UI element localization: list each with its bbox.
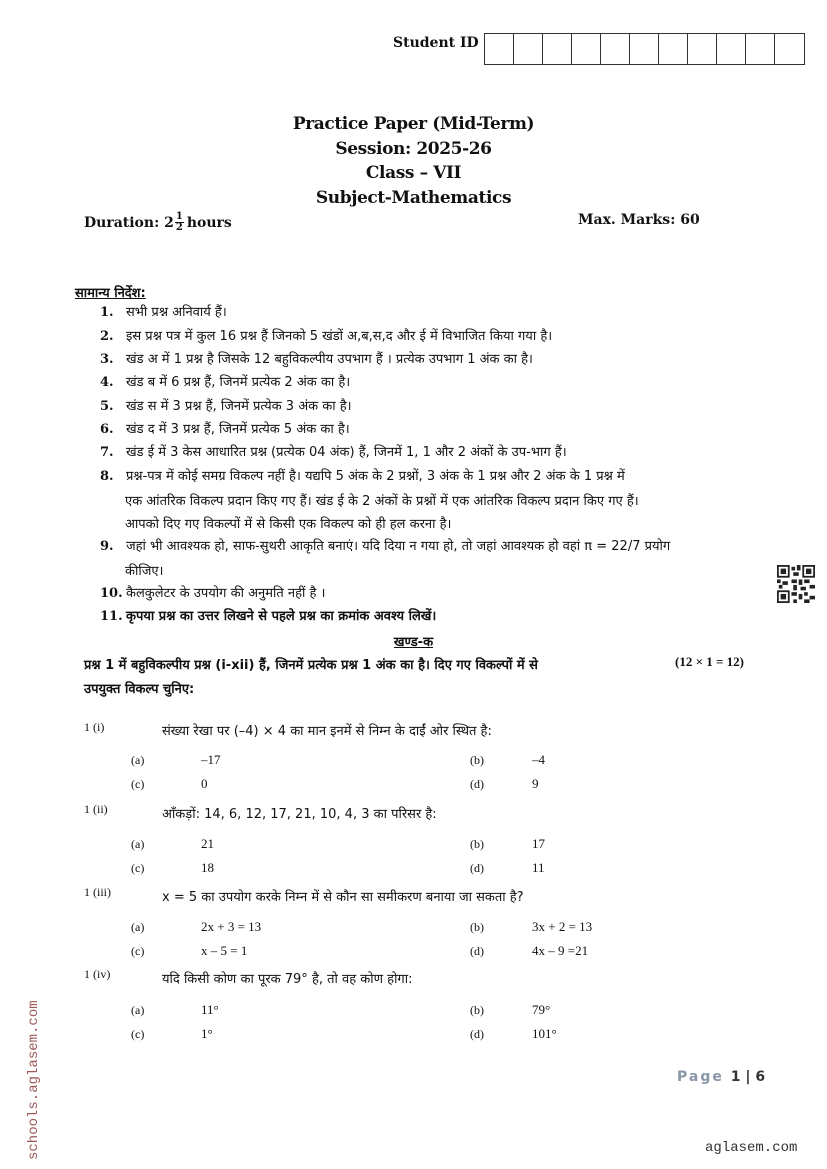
option-label: (d) [470,944,484,958]
instructions-title: सामान्य निर्देश: [75,286,146,301]
section-title: खण्ड-क [393,635,434,650]
question-text: यदि किसी कोण का पूरक 79° है, तो वह कोण होगा: [162,972,413,987]
instruction-item: 1. सभी प्रश्न अनिवार्य हैं। [100,305,227,320]
qr-code-icon [777,565,815,603]
option-value: 9 [532,776,539,791]
page-number: Page 1 | 6 [677,1069,766,1085]
question-1-marks: (12 × 1 = 12) [675,654,744,669]
option-value: 18 [201,860,214,875]
duration-fraction: $\frac{1}{2}$ [175,211,183,233]
option-label: (a) [131,753,145,767]
question-number: 1 (iv) [84,967,111,981]
instruction-item: 7. खंड ई में 3 केस आधारित प्रश्न (प्रत्येक 04 अंक) हैं, जिनमें 1, 1 और 2 अंकों के उप-भाग हैं। [100,445,567,460]
session: Session: 2025-26 [335,139,492,159]
instruction-item: 8. प्रश्न-पत्र में कोई समग्र विकल्प नहीं है। यद्यपि 5 अंक के 2 प्रश्नों, 3 अंक के 1 प्रश्न और 2 अंक के 1 प्रश्न में [100,469,625,484]
option-value: 4x – 9 =21 [532,943,589,958]
option-value: 11 [532,860,545,875]
option-value: 1° [201,1026,213,1041]
subject: Subject-Mathematics [315,188,512,208]
instruction-item: 2. इस प्रश्न पत्र में कुल 16 प्रश्न हैं जिनको 5 खंडों अ,ब,स,द और ई में विभाजित किया गया है। [100,329,553,344]
max-marks: Max. Marks: 60 [578,212,700,228]
student-id-box [659,34,688,64]
student-id-box [630,34,659,64]
instruction-item: 3. खंड अ में 1 प्रश्न है जिसके 12 बहुविकल्पीय उपभाग हैं । प्रत्येक उपभाग 1 अंक का है। [100,352,533,367]
option-label: (b) [470,920,484,934]
duration [84,212,232,233]
student-id-box [572,34,601,64]
watermark-bottom: aglasem.com [705,1140,798,1156]
student-id-box [543,34,572,64]
option-value: 2x + 3 = 13 [201,919,262,934]
option-value: 3x + 2 = 13 [532,919,593,934]
duration-label: Duration: 2 [84,214,174,231]
instruction-item: 4. खंड ब में 6 प्रश्न हैं, जिनमें प्रत्येक 2 अंक का है। [100,375,351,390]
student-id-box [485,34,514,64]
watermark-side: schools.aglasem.com [26,1000,42,1160]
question-text: संख्या रेखा पर (–4) × 4 का मान इनमें से निम्न के दाईं ओर स्थित है: [162,724,492,739]
student-id-boxes [484,33,805,65]
option-label: (c) [131,777,145,791]
option-label: (a) [131,1003,145,1017]
duration-unit: hours [186,214,232,231]
instruction-item-continued: एक आंतरिक विकल्प प्रदान किए गए हैं। खंड ई के 2 अंकों के प्रश्नों में एक आंतरिक विकल्प प्रदान किए गए हैं। [125,494,639,509]
instruction-item: 5. खंड स में 3 प्रश्न हैं, जिनमें प्रत्येक 3 अंक का है। [100,399,352,414]
option-value: 101° [532,1026,557,1041]
option-label: (c) [131,861,145,875]
option-label: (b) [470,1003,484,1017]
option-value: 21 [201,836,214,851]
option-value: –17 [201,752,221,767]
student-id-label: Student ID [393,35,479,51]
question-number: 1 (i) [84,720,105,734]
student-id-box [775,34,804,64]
student-id-box [717,34,746,64]
option-value: 11° [201,1002,219,1017]
option-label: (d) [470,861,484,875]
option-value: x – 5 = 1 [201,943,248,958]
option-value: 17 [532,836,545,851]
option-label: (c) [131,1027,145,1041]
instruction-item-continued: आपको दिए गए विकल्पों में से किसी एक विकल्प को ही हल करना है। [125,517,452,532]
instruction-item: 11. कृपया प्रश्न का उत्तर लिखने से पहले प्रश्न का क्रमांक अवश्य लिखें। [100,609,437,624]
question-text: x = 5 का उपयोग करके निम्न में से कौन सा समीकरण बनाया जा सकता है? [162,890,524,905]
option-label: (c) [131,944,145,958]
option-label: (a) [131,920,145,934]
question-1-intro: प्रश्न 1 में बहुविकल्पीय प्रश्न (i-xii) हैं, जिनमें प्रत्येक प्रश्न 1 अंक का है। दिए गए विकल्पों में से उपयुक्त विकल्प चुनिए: [84,658,538,697]
option-label: (d) [470,777,484,791]
option-label: (b) [470,837,484,851]
option-value: –4 [532,752,545,767]
instruction-item: 10. कैलकुलेटर के उपयोग की अनुमति नहीं है । [100,586,326,601]
instruction-item-continued: कीजिए। [125,564,164,579]
student-id-box [514,34,543,64]
instruction-item: 9. जहां भी आवश्यक हो, साफ-सुथरी आकृति बनाएं। यदि दिया न गया हो, तो जहां आवश्यक हो वहां π = 22/7 प्रयोग [100,539,671,554]
option-value: 79° [532,1002,551,1017]
student-id-box [601,34,630,64]
option-label: (b) [470,753,484,767]
question-number: 1 (ii) [84,802,108,816]
option-label: (a) [131,837,145,851]
paper-title: Practice Paper (Mid-Term) [292,114,535,134]
student-id-box [688,34,717,64]
option-value: 0 [201,776,208,791]
student-id-box [746,34,775,64]
option-label: (d) [470,1027,484,1041]
question-text: आँकड़ों: 14, 6, 12, 17, 21, 10, 4, 3 का परिसर है: [162,807,437,822]
class: Class – VII [365,163,462,183]
question-number: 1 (iii) [84,885,111,899]
instruction-item: 6. खंड द में 3 प्रश्न हैं, जिनमें प्रत्येक 5 अंक का है। [100,422,350,437]
